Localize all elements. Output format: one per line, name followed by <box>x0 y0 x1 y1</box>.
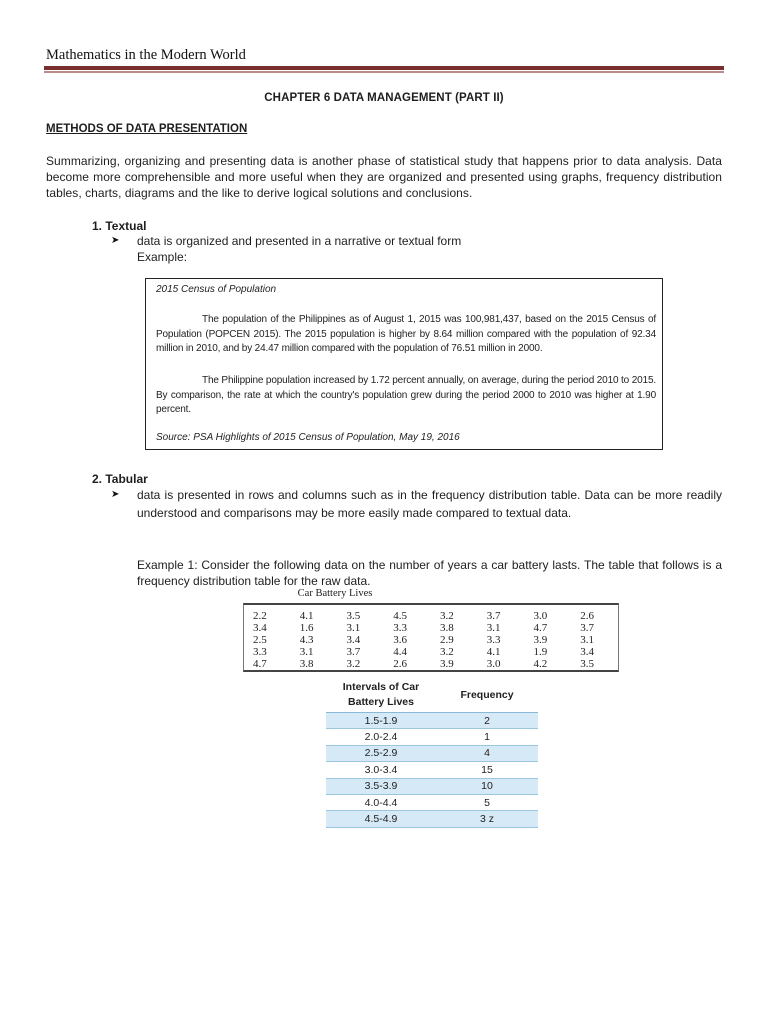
table-cell: 3.4 <box>253 622 267 634</box>
table-cell: 2.5 <box>253 634 267 646</box>
textual-bullet-text: data is organized and presented in a narrative or textual form <box>137 234 462 248</box>
tabular-bullet-text: data is presented in rows and columns such as in the frequency distribution table. Data can be more readily understood and comparisons may be more easily made compared to textual data. <box>137 488 722 520</box>
table-cell: 4.7 <box>533 622 548 634</box>
table-cell: 4.2 <box>533 658 548 670</box>
table-cell: 3.1 <box>580 634 594 646</box>
table-row <box>326 795 538 811</box>
frequency-column-header: Frequency <box>460 689 514 701</box>
table-cell: 3.3 <box>253 646 267 658</box>
table-cell: 3.7 <box>580 622 594 634</box>
table-cell: 3.8 <box>440 622 454 634</box>
table-cell: 3.8 <box>299 658 314 670</box>
table-cell: 3.2 <box>440 610 454 622</box>
table-cell: 1.9 <box>533 646 548 658</box>
frequency-cell: 5 <box>484 796 490 809</box>
frequency-cell: 1 <box>484 731 490 744</box>
header-rule-thick <box>44 66 724 70</box>
table-cell: 2.9 <box>440 634 454 646</box>
table-cell: 4.1 <box>299 610 314 622</box>
census-example-box <box>145 278 663 450</box>
section-title: METHODS OF DATA PRESENTATION <box>46 123 248 135</box>
running-header-title: Mathematics in the Modern World <box>46 47 246 63</box>
table-cell: 3.7 <box>346 646 361 658</box>
table-cell: 3.0 <box>533 610 548 622</box>
census-paragraph-1: The population of the Philippines as of August 1, 2015 was 100,981,437, based on the 2015 Census of Population (POPCEN 2015). The 2015 population is higher by 8.64 million compared with the population of 92.34 million in 2010, and by 24.47 million compared with the population of 76.51 million in 2000. <box>156 314 656 355</box>
census-title: 2015 Census of Population <box>156 284 277 295</box>
frequency-cell: 15 <box>481 763 493 776</box>
table-cell: 3.9 <box>440 658 454 670</box>
intro-paragraph: Summarizing, organizing and presenting data is another phase of statistical study that happens prior to data analysis. Data become more comprehensible and more useful when they are organized and presented using graphs, frequency distribution tables, charts, diagrams and the like to derive logical solutions and conclusions. <box>46 154 722 200</box>
table-row <box>326 713 538 729</box>
interval-cell: 2.0-2.4 <box>364 731 398 744</box>
table-row <box>244 646 618 658</box>
table-cell: 2.2 <box>253 610 267 622</box>
chapter-title: CHAPTER 6 DATA MANAGEMENT (PART II) <box>264 92 504 104</box>
raw-table-title: Car Battery Lives <box>297 588 373 599</box>
table-row <box>244 658 618 670</box>
interval-cell: 3.5-3.9 <box>364 780 398 793</box>
table-cell: 3.1 <box>299 646 314 658</box>
frequency-cell: 3 z <box>479 813 494 826</box>
interval-cell: 1.5-1.9 <box>364 714 398 727</box>
textual-heading: 1. Textual <box>92 219 147 233</box>
table-cell: 3.0 <box>486 658 501 670</box>
table-cell: 3.5 <box>346 610 361 622</box>
table-row <box>244 622 618 634</box>
example-1-text: Example 1: Consider the following data on the number of years a car battery lasts. The table that follows is a frequency distribution table for the raw data. <box>137 558 722 588</box>
tabular-heading: 2. Tabular <box>92 472 148 486</box>
frequency-table <box>326 678 538 828</box>
table-cell: 4.7 <box>253 658 267 670</box>
table-cell: 3.1 <box>486 622 501 634</box>
frequency-table-header <box>326 678 538 712</box>
table-cell: 4.1 <box>486 646 501 658</box>
table-cell: 3.1 <box>346 622 361 634</box>
table-row <box>244 634 618 646</box>
table-cell: 2.6 <box>580 610 594 622</box>
census-source: Source: PSA Highlights of 2015 Census of Population, May 19, 2016 <box>156 432 460 443</box>
table-cell: 3.3 <box>393 622 407 634</box>
table-row <box>244 610 618 622</box>
table-row <box>326 746 538 762</box>
table-cell: 4.5 <box>393 610 407 622</box>
table-row <box>326 729 538 745</box>
table-row <box>326 779 538 795</box>
interval-cell: 4.5-4.9 <box>364 813 398 826</box>
arrow-bullet-icon: ➤ <box>111 235 120 246</box>
frequency-cell: 10 <box>481 780 493 793</box>
table-cell: 4.4 <box>393 646 407 658</box>
header-rule-thin <box>44 71 724 73</box>
table-cell: 3.4 <box>580 646 594 658</box>
table-cell: 2.6 <box>393 658 407 670</box>
table-cell: 1.6 <box>299 622 314 634</box>
table-row <box>326 811 538 827</box>
table-row <box>326 762 538 778</box>
table-cell: 3.2 <box>440 646 454 658</box>
frequency-cell: 2 <box>484 714 490 727</box>
table-cell: 3.6 <box>393 634 407 646</box>
raw-data-table <box>243 603 619 672</box>
table-cell: 3.2 <box>346 658 361 670</box>
table-cell: 3.4 <box>346 634 361 646</box>
census-paragraph-2: The Philippine population increased by 1.72 percent annually, on average, during the period 2010 to 2015. By comparison, the rate at which the country's population grew during the period 2000 to 2010 was higher at 1.90 percent. <box>156 375 656 416</box>
example-label: Example: <box>137 250 188 264</box>
interval-column-header: Intervals of Car Battery Lives <box>342 681 420 708</box>
interval-cell: 3.0-3.4 <box>364 763 398 776</box>
table-cell: 4.3 <box>299 634 314 646</box>
table-cell: 3.7 <box>486 610 501 622</box>
table-cell: 3.5 <box>580 658 594 670</box>
table-cell: 3.9 <box>533 634 548 646</box>
interval-cell: 4.0-4.4 <box>364 796 398 809</box>
frequency-cell: 4 <box>484 747 490 760</box>
table-cell: 3.3 <box>486 634 501 646</box>
interval-cell: 2.5-2.9 <box>364 747 398 760</box>
arrow-bullet-icon: ➤ <box>111 489 120 500</box>
